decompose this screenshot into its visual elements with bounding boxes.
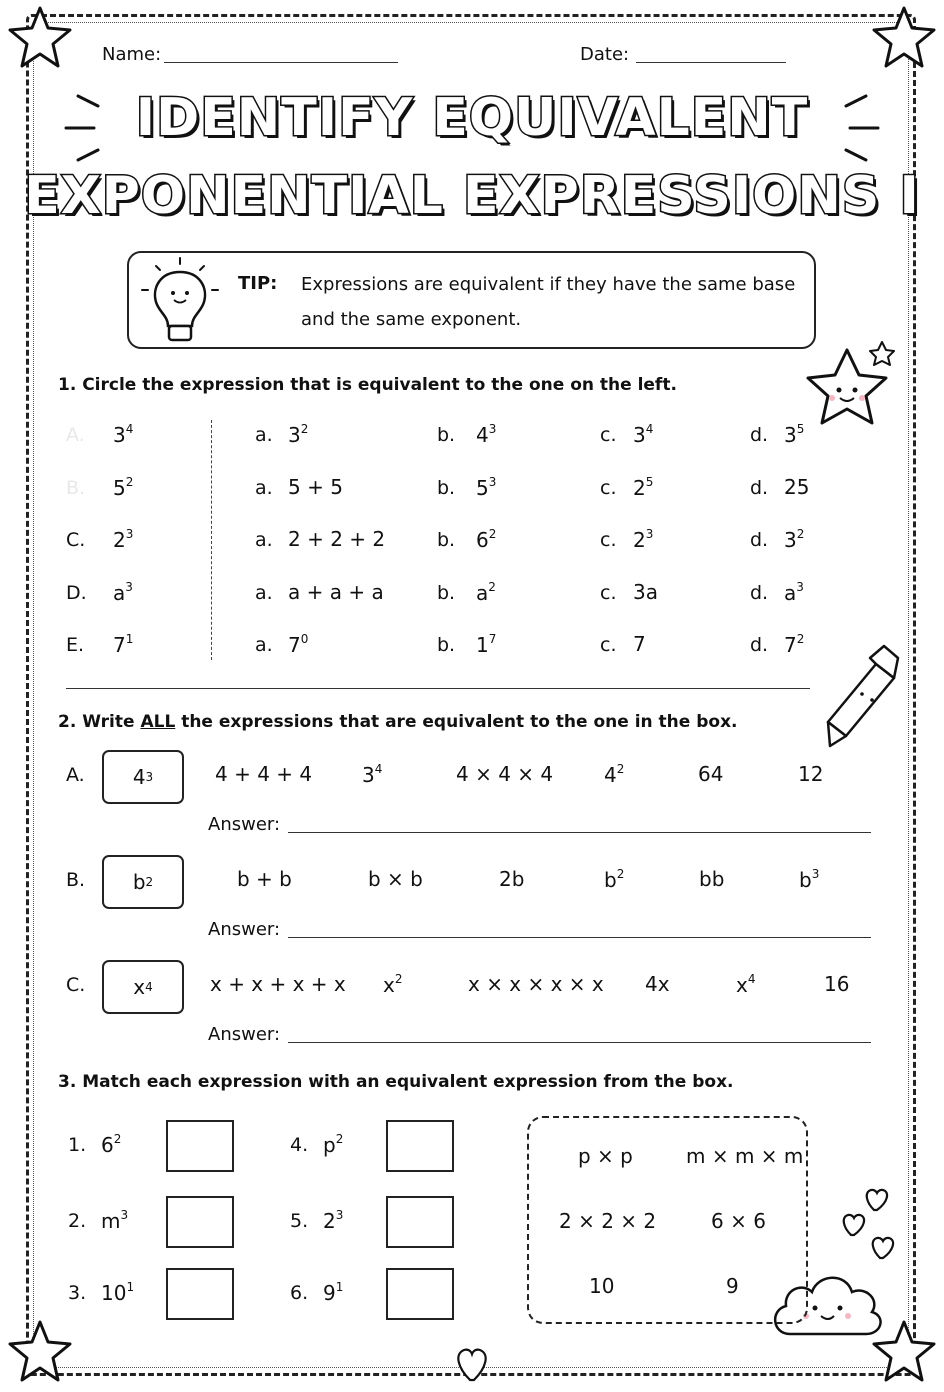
option-expression[interactable]: 5 + 5 (288, 474, 343, 499)
choice-expression[interactable]: 12 (798, 762, 824, 786)
section1-instruction: 1. Circle the expression that is equivalent to the one on the left. (58, 375, 677, 395)
word-bank-item: 2 × 2 × 2 (559, 1209, 657, 1233)
match-expression: $m^3$ (101, 1208, 129, 1233)
emphasis-all: ALL (140, 712, 176, 732)
item-number: 2. (68, 1210, 87, 1232)
tip-label: TIP: (238, 273, 278, 294)
word-bank-item: 6 × 6 (711, 1209, 766, 1233)
item-number: 3. (68, 1282, 87, 1304)
choice-expression[interactable]: 2b (499, 867, 525, 891)
word-bank-item: m × m × m (686, 1144, 804, 1168)
option-expression[interactable]: $2^3$ (633, 527, 654, 552)
choice-expression[interactable]: x + x + x + x (210, 972, 346, 996)
choice-expression[interactable]: $x^2$ (383, 972, 403, 997)
option-expression[interactable]: $5^3$ (476, 474, 497, 500)
option-letter: c. (600, 634, 617, 656)
choice-expression[interactable]: b + b (237, 867, 292, 891)
choice-expression[interactable]: $4^2$ (604, 762, 625, 787)
option-expression[interactable]: 3a (633, 579, 658, 604)
option-expression[interactable]: 7 (633, 632, 646, 656)
choice-expression[interactable]: $b^2$ (604, 867, 625, 892)
option-expression[interactable]: $3^2$ (288, 422, 309, 447)
answer-box[interactable] (386, 1268, 454, 1320)
choice-expression[interactable]: $3^4$ (362, 762, 383, 787)
row-letter: B. (66, 869, 86, 891)
target-expression-box: 4 3 (102, 750, 184, 804)
row-letter: B. (66, 476, 86, 499)
option-expression[interactable]: $3^2$ (784, 527, 805, 552)
option-expression[interactable]: $6^2$ (476, 527, 497, 552)
option-letter: a. (255, 424, 273, 446)
option-letter: a. (255, 476, 273, 499)
row-letter: D. (66, 581, 87, 604)
item-number: 5. (290, 1210, 309, 1232)
worksheet-title-line1: IDENTIFY EQUIVALENT (135, 88, 809, 148)
option-expression[interactable]: $a^3$ (784, 579, 804, 605)
option-letter: d. (750, 529, 769, 551)
match-expression: $2^3$ (323, 1208, 344, 1233)
star-icon (10, 1322, 70, 1380)
section1-divider (211, 420, 212, 660)
option-letter: d. (750, 424, 769, 446)
given-expression: $a^3$ (113, 579, 133, 605)
row-letter: E. (66, 634, 85, 656)
pencil-icon (828, 646, 898, 746)
row-letter: A. (66, 764, 85, 786)
choice-expression[interactable]: x × x × x × x (468, 972, 604, 996)
option-letter: b. (437, 529, 456, 551)
option-expression[interactable]: 25 (784, 474, 810, 499)
choice-expression[interactable]: $x^4$ (736, 972, 756, 997)
choice-expression[interactable]: 4 + 4 + 4 (215, 762, 313, 786)
option-letter: b. (437, 424, 456, 446)
date-field[interactable] (636, 62, 786, 63)
word-bank-item: p × p (578, 1144, 633, 1168)
answer-line[interactable] (288, 1042, 871, 1043)
option-letter: a. (255, 634, 273, 656)
option-expression[interactable]: $7^2$ (784, 632, 805, 657)
target-expression-box: x 4 (102, 960, 184, 1014)
word-bank-item: 9 (726, 1274, 739, 1298)
given-expression: $2^3$ (113, 527, 134, 552)
option-letter: b. (437, 581, 456, 604)
choice-expression[interactable]: bb (699, 867, 725, 891)
star-icon (874, 1322, 934, 1380)
tip-text-line1: Expressions are equivalent if they have the same base (301, 274, 796, 295)
answer-box[interactable] (166, 1120, 234, 1172)
answer-box[interactable] (386, 1120, 454, 1172)
option-expression[interactable]: 2 + 2 + 2 (288, 527, 386, 551)
item-number: 4. (290, 1134, 309, 1156)
item-number: 1. (68, 1134, 87, 1156)
given-expression: $5^2$ (113, 474, 134, 500)
option-letter: c. (600, 424, 617, 446)
section3-instruction: 3. Match each expression with an equivalent expression from the box. (58, 1072, 734, 1092)
word-bank-item: 10 (589, 1274, 615, 1298)
option-letter: c. (600, 581, 617, 604)
option-letter: d. (750, 634, 769, 656)
answer-label: Answer: (208, 919, 281, 940)
target-expression-box: b 2 (102, 855, 184, 909)
answer-box[interactable] (166, 1196, 234, 1248)
answer-box[interactable] (166, 1268, 234, 1320)
match-expression: $6^2$ (101, 1132, 122, 1157)
small-star-icon (870, 342, 894, 365)
option-expression[interactable]: $4^3$ (476, 422, 497, 447)
choice-expression[interactable]: 4 × 4 × 4 (456, 762, 554, 786)
given-expression: $3^4$ (113, 422, 134, 447)
option-letter: a. (255, 529, 273, 551)
name-field[interactable] (164, 62, 398, 63)
choice-expression[interactable]: 4x (645, 972, 670, 996)
option-letter: d. (750, 581, 769, 604)
item-number: 6. (290, 1282, 309, 1304)
option-expression[interactable]: $7^0$ (288, 632, 309, 657)
option-expression[interactable]: $1^7$ (476, 632, 497, 657)
answer-line[interactable] (288, 937, 871, 938)
choice-expression[interactable]: b × b (368, 867, 423, 891)
match-expression: $p^2$ (323, 1132, 344, 1157)
option-letter: c. (600, 476, 617, 499)
choice-expression[interactable]: 64 (698, 762, 724, 786)
match-expression: $9^1$ (323, 1280, 344, 1305)
option-letter: c. (600, 529, 617, 551)
option-letter: d. (750, 476, 769, 499)
tip-text-line2: and the same exponent. (301, 309, 522, 330)
tip-box (127, 251, 816, 349)
star-icon (10, 8, 70, 66)
name-label: Name: (102, 44, 162, 65)
worksheet-title-line2: EXPONENTIAL EXPRESSIONS I (24, 166, 920, 226)
row-letter: C. (66, 529, 86, 551)
option-expression[interactable]: $a^2$ (476, 579, 496, 605)
row-letter: A. (66, 424, 85, 446)
answer-box[interactable] (386, 1196, 454, 1248)
option-letter: b. (437, 634, 456, 656)
option-expression[interactable]: $2^5$ (633, 474, 654, 500)
option-letter: a. (255, 581, 273, 604)
match-expression: $10^1$ (101, 1280, 135, 1305)
answer-label: Answer: (208, 1024, 281, 1045)
date-label: Date: (580, 44, 630, 65)
option-expression[interactable]: a + a + a (288, 579, 384, 604)
option-expression[interactable]: $3^4$ (633, 422, 654, 447)
section2-instruction: 2. Write ALL the expressions that are equivalent to the one in the box. (58, 712, 738, 732)
row-letter: C. (66, 974, 86, 996)
given-expression: $7^1$ (113, 632, 134, 657)
option-letter: b. (437, 476, 456, 499)
choice-expression[interactable]: $b^3$ (799, 867, 820, 892)
section1-separator (66, 688, 810, 689)
answer-label: Answer: (208, 814, 281, 835)
choice-expression[interactable]: 16 (824, 972, 850, 996)
star-icon (874, 8, 934, 66)
option-expression[interactable]: $3^5$ (784, 422, 805, 447)
answer-line[interactable] (288, 832, 871, 833)
